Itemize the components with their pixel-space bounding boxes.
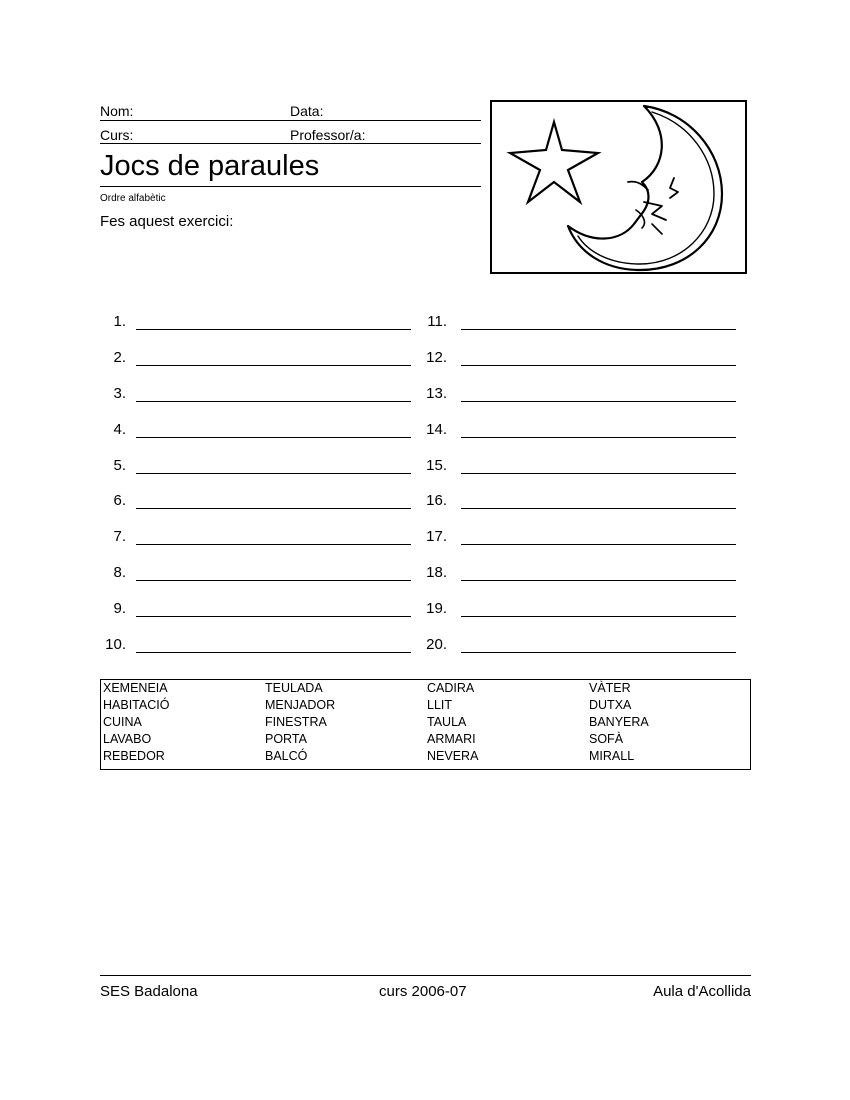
answer-blank[interactable] [136,365,411,366]
answer-blank[interactable] [136,473,411,474]
word-bank-item: TEULADA [265,681,323,695]
word-bank-item: NEVERA [427,749,479,763]
word-bank-item: CUINA [103,715,142,729]
word-bank-item: SOFÀ [589,732,624,746]
answer-blank[interactable] [461,473,736,474]
moon-star-illustration [490,100,747,274]
answer-blank[interactable] [136,652,411,653]
word-bank-item: LAVABO [103,732,152,746]
word-bank-item: MENJADOR [265,698,336,712]
answer-blank[interactable] [136,508,411,509]
answer-blank[interactable] [136,437,411,438]
answer-number: 16. [426,492,447,509]
answer-number: 7. [113,528,126,545]
answer-blank[interactable] [136,544,411,545]
word-bank-item: LLIT [427,698,453,712]
page-subtitle: Ordre alfabètic [100,193,166,204]
answer-blank[interactable] [461,616,736,617]
answer-blank[interactable] [461,544,736,545]
word-bank-item: BALCÓ [265,749,308,763]
word-bank-item: FINESTRA [265,715,327,729]
answer-number: 11. [427,313,447,330]
word-bank [100,679,751,770]
word-bank-item: CADIRA [427,681,475,695]
answer-blank[interactable] [136,401,411,402]
word-bank-item: HABITACIÓ [103,698,170,712]
answer-number: 8. [113,564,126,581]
answer-number: 1. [113,313,126,330]
footer-school: SES Badalona [100,983,198,1000]
answer-number: 17. [426,528,447,545]
answer-blank[interactable] [461,508,736,509]
word-bank-item: XEMENEIA [103,681,168,695]
answer-number: 19. [426,600,447,617]
word-bank-item: ARMARI [427,732,476,746]
instruction-text: Fes aquest exercici: [100,213,234,230]
answer-number: 14. [426,421,447,438]
footer-course-year: curs 2006-07 [379,983,467,1000]
answer-blank[interactable] [461,652,736,653]
name-date-line [100,120,481,121]
word-bank-item: PORTA [265,732,307,746]
name-label: Nom: [100,103,134,119]
course-teacher-line [100,143,481,144]
answer-number: 13. [426,385,447,402]
answer-number: 2. [113,349,126,366]
word-bank-item: DUTXA [589,698,632,712]
answer-number: 4. [113,421,126,438]
answer-number: 6. [113,492,126,509]
answer-number: 9. [113,600,126,617]
date-label: Data: [290,103,324,119]
answer-blank[interactable] [461,365,736,366]
word-bank-item: TAULA [427,715,467,729]
footer-classroom: Aula d'Acollida [653,983,751,1000]
answer-number: 15. [426,457,447,474]
answer-blank[interactable] [136,329,411,330]
star-icon [510,122,598,202]
course-label: Curs: [100,127,134,143]
answer-blank[interactable] [461,329,736,330]
answer-number: 3. [113,385,126,402]
answer-number: 12. [426,349,447,366]
answer-number: 20. [426,636,447,653]
answer-number: 10. [105,636,126,653]
word-bank-item: REBEDOR [103,749,165,763]
answer-blank[interactable] [136,616,411,617]
teacher-label: Professor/a: [290,127,366,143]
answer-blank[interactable] [461,401,736,402]
answer-blank[interactable] [461,437,736,438]
page-title: Jocs de paraules [100,150,320,182]
title-underline [100,186,481,187]
word-bank-item: MIRALL [589,749,635,763]
answer-blank[interactable] [461,580,736,581]
footer-rule [100,975,751,976]
crescent-moon-icon [568,106,722,270]
answer-number: 5. [113,457,126,474]
answer-blank[interactable] [136,580,411,581]
word-bank-item: VÀTER [589,681,631,695]
word-bank-item: BANYERA [589,715,649,729]
answer-number: 18. [426,564,447,581]
